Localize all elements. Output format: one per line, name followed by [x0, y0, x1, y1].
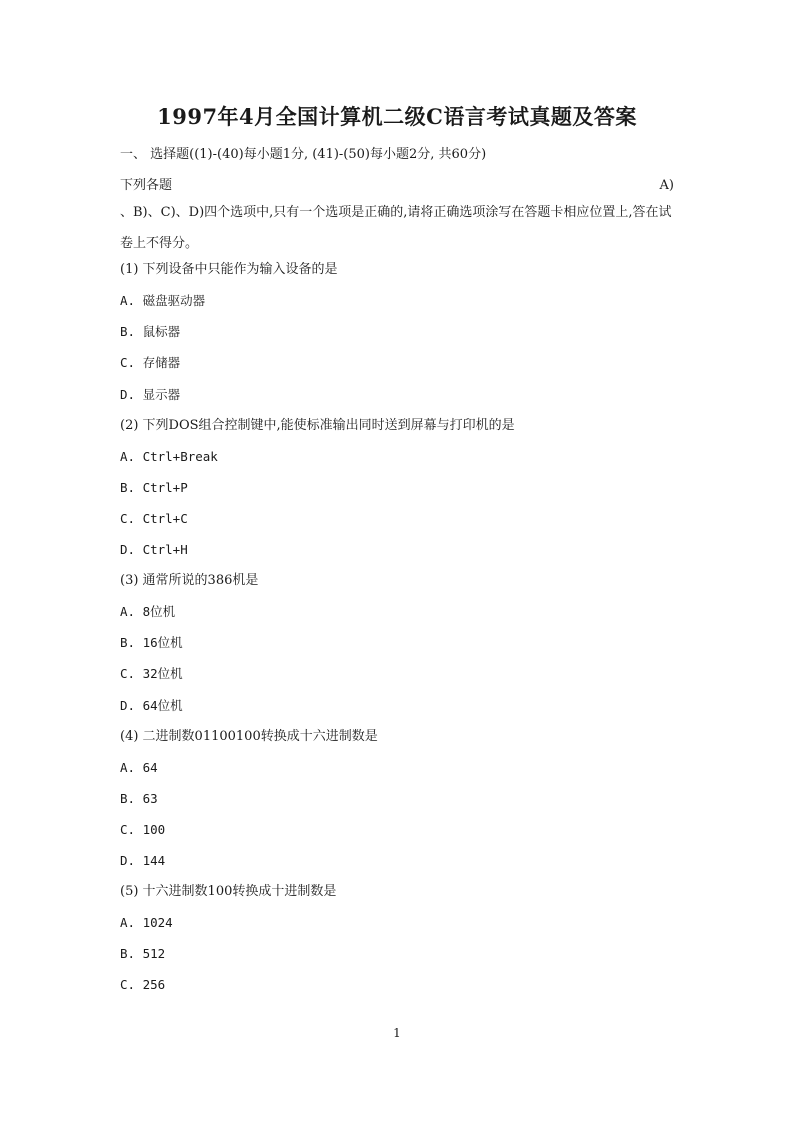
option-b: B. 63 — [120, 790, 158, 806]
option-a: A. 8位机 — [120, 604, 176, 620]
question-5 — [120, 881, 680, 1005]
option-a: A. 1024 — [120, 915, 173, 931]
option-d: D. 64位机 — [120, 697, 183, 713]
option-d: D. 显示器 — [120, 386, 181, 402]
option-a: A. Ctrl+Break — [120, 448, 218, 464]
question-4 — [120, 726, 680, 881]
option-a: A. 磁盘驱动器 — [120, 293, 206, 309]
question-stem: (1) 下列设备中只能作为输入设备的是 — [120, 262, 338, 278]
intro-left-text: 下列各题 — [120, 178, 173, 194]
option-c: C. 32位机 — [120, 666, 183, 682]
question-1 — [120, 259, 680, 414]
option-c: C. 256 — [120, 977, 166, 993]
intro-first-line — [120, 175, 680, 206]
question-3 — [120, 570, 680, 725]
intro-instructions: 、B)、C)、D)四个选项中,只有一个选项是正确的,请将正确选项涂写在答题卡相应位置上,答在试卷上不得分。 — [120, 205, 672, 252]
option-d: D. 144 — [120, 852, 166, 868]
page-title: 1997年4月全国计算机二级C语言考试真题及答案 — [157, 104, 637, 129]
question-stem: (3) 通常所说的386机是 — [120, 573, 259, 589]
intro-right-text: A) — [659, 178, 674, 194]
page-number: 1 — [393, 1026, 401, 1040]
option-d: D. Ctrl+H — [120, 542, 188, 558]
option-a: A. 64 — [120, 759, 158, 775]
option-c: C. 存储器 — [120, 355, 181, 371]
question-stem: (5) 十六进制数100转换成十进制数是 — [120, 884, 337, 900]
question-2 — [120, 415, 680, 570]
option-b: B. 512 — [120, 946, 166, 962]
option-b: B. 鼠标器 — [120, 324, 181, 340]
option-c: C. 100 — [120, 821, 166, 837]
option-c: C. Ctrl+C — [120, 510, 188, 526]
option-b: B. Ctrl+P — [120, 479, 188, 495]
section-heading: 一、 选择题((1)-(40)每小题1分, (41)-(50)每小题2分, 共60分) — [120, 147, 487, 162]
question-stem: (2) 下列DOS组合控制键中,能使标准输出同时送到屏幕与打印机的是 — [120, 417, 515, 433]
question-stem: (4) 二进制数01100100转换成十六进制数是 — [120, 728, 378, 744]
option-b: B. 16位机 — [120, 635, 183, 651]
document-body — [120, 144, 680, 1005]
